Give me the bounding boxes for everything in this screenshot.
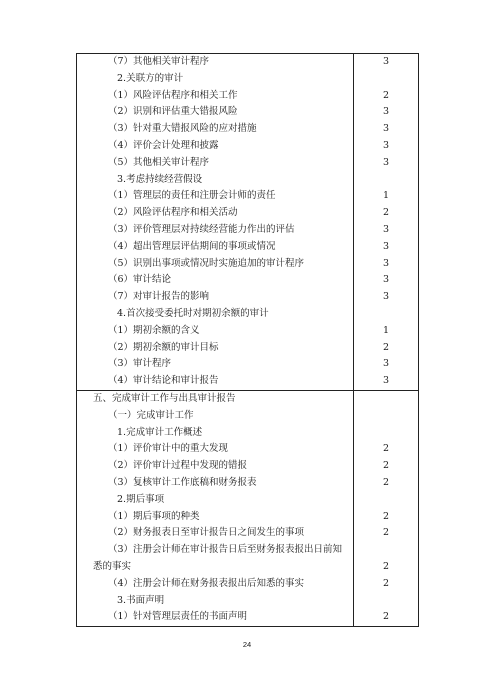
level-value — [354, 542, 418, 559]
level-value: 3 — [382, 375, 390, 387]
topic-line: （7）对审计报告的影响 — [108, 291, 210, 303]
level-value — [354, 492, 418, 509]
topic-line: （7）其他相关审计程序 — [108, 56, 210, 67]
level-value — [354, 391, 418, 408]
level-value: 2 — [382, 577, 390, 589]
topic-cell — [77, 54, 354, 391]
topic-line: （3）注册会计师在审计报告日后至财务报表报出日前知 — [108, 544, 343, 556]
level-value: 3 — [382, 106, 390, 118]
syllabus-table — [76, 53, 419, 627]
topic-line: 4.首次接受委托时对期初余额的审计 — [117, 307, 269, 319]
table-section-1 — [77, 54, 419, 391]
level-value: 3 — [382, 240, 390, 252]
topic-line: 3.书面声明 — [117, 594, 165, 606]
level-value: 2 — [382, 207, 390, 219]
topic-line: （1）期初余额的含义 — [108, 324, 200, 336]
page-number: 24 — [242, 640, 252, 649]
level-value: 2 — [382, 560, 390, 572]
level-value: 2 — [382, 341, 390, 353]
topic-line: （3）复核审计工作底稿和财务报表 — [108, 476, 257, 488]
level-value — [354, 306, 418, 323]
topic-line: （2）识别和评估重大错报风险 — [108, 106, 238, 118]
topic-line: （一）完成审计工作 — [108, 409, 194, 421]
level-value: 3 — [382, 291, 390, 303]
topic-line: 五、完成审计工作与出具审计报告 — [93, 392, 236, 404]
topic-line: （5）识别出事项或情况时实施追加的审计程序 — [108, 257, 305, 269]
level-value: 2 — [382, 476, 390, 488]
level-cell — [354, 54, 419, 391]
topic-line: 1.完成审计工作概述 — [117, 426, 203, 438]
level-value — [354, 172, 418, 189]
topic-line: （4）超出管理层评估期间的事项或情况 — [108, 240, 276, 252]
syllabus-table-container — [76, 53, 417, 627]
topic-line: 2.关联方的审计 — [117, 72, 184, 84]
topic-line: （1）风险评估程序和相关工作 — [108, 89, 238, 101]
level-value: 2 — [382, 89, 390, 101]
topic-line: （1）评价审计中的重大发现 — [108, 443, 229, 455]
level-value: 3 — [382, 358, 390, 370]
level-value: 3 — [382, 156, 390, 168]
topic-line: （6）审计结论 — [108, 274, 172, 286]
level-value: 2 — [382, 460, 390, 472]
topic-line: （3）针对重大错报风险的应对措施 — [108, 123, 257, 135]
table-row — [77, 54, 419, 391]
level-value: 2 — [382, 611, 390, 623]
topic-line: （4）审计结论和审计报告 — [108, 375, 219, 387]
level-value: 2 — [382, 443, 390, 455]
level-value — [354, 408, 418, 425]
topic-line: （3）评价管理层对持续经营能力作出的评估 — [108, 223, 295, 235]
level-value — [354, 425, 418, 442]
level-value: 3 — [382, 56, 390, 67]
level-value: 3 — [382, 223, 390, 235]
topic-cell — [77, 390, 354, 626]
table-row — [77, 390, 419, 626]
table-section-2 — [77, 390, 419, 626]
level-value: 2 — [382, 527, 390, 539]
topic-line: （4）评价会计处理和披露 — [108, 139, 219, 151]
topic-line: （1）期后事项的种类 — [108, 510, 200, 522]
level-value — [354, 71, 418, 88]
topic-line: （2）财务报表日至审计报告日之间发生的事项 — [108, 527, 305, 539]
level-value: 3 — [382, 139, 390, 151]
level-value: 2 — [382, 510, 390, 522]
topic-line: 3.考虑持续经营假设 — [117, 173, 203, 185]
level-value: 1 — [382, 324, 390, 336]
level-value: 3 — [382, 274, 390, 286]
topic-line: （2）期初余额的审计目标 — [108, 341, 219, 353]
topic-line: 2.期后事项 — [117, 493, 165, 505]
topic-line: （1）针对管理层责任的书面声明 — [108, 611, 248, 623]
topic-line: （2）风险评估程序和相关活动 — [108, 207, 238, 219]
level-value: 1 — [382, 190, 390, 202]
level-cell — [354, 390, 419, 626]
level-value — [354, 593, 418, 610]
topic-line: （3）审计程序 — [108, 358, 172, 370]
topic-line: （5）其他相关审计程序 — [108, 156, 210, 168]
level-value: 3 — [382, 257, 390, 269]
topic-line: （2）评价审计过程中发现的错报 — [108, 460, 248, 472]
topic-line: （4）注册会计师在财务报表报出后知悉的事实 — [108, 577, 305, 589]
level-value: 3 — [382, 123, 390, 135]
topic-line: 悉的事实 — [93, 560, 132, 572]
topic-line: （1）管理层的责任和注册会计师的责任 — [108, 190, 276, 202]
